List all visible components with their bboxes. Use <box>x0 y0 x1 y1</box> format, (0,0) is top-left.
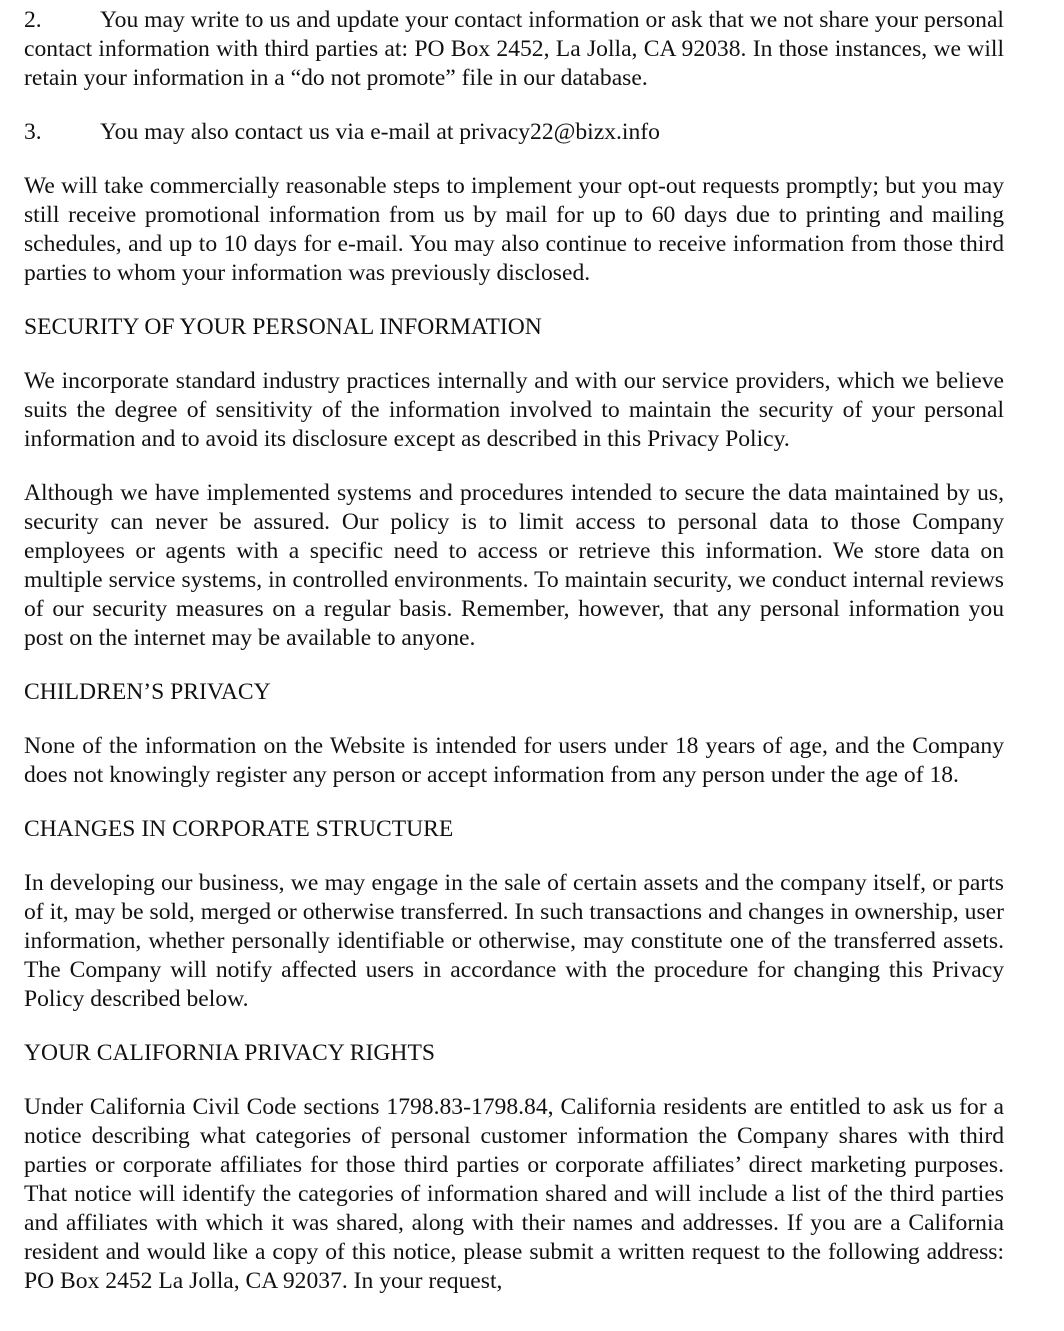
security-paragraph-2: Although we have implemented systems and procedures intended to secure the data maintained by us, security can never be assured. Our policy is to limit access to personal data to those Company employees or agents with a specific need to access or retrieve this information. We store data on multiple service systems, in controlled environments. To maintain security, we conduct internal reviews of our security measures on a regular basis. Remember, however, that any personal information you post on the internet may be available to anyone. <box>24 480 1004 651</box>
section-heading-corporate-structure: CHANGES IN CORPORATE STRUCTURE <box>24 816 454 842</box>
corporate-structure-paragraph: In developing our business, we may engage in the sale of certain assets and the company itself, or parts of it, may be sold, merged or otherwise transferred. In such transactions and changes in ownership, user information, whether personally identifiable or otherwise, may constitute one of the transferred assets. The Company will notify affected users in accordance with the procedure for changing this Privacy Policy described below. <box>24 870 1004 1012</box>
list-text: You may also contact us via e-mail at privacy22@bizx.info <box>100 119 660 145</box>
list-item-2 <box>24 6 1004 93</box>
section-heading-childrens-privacy: CHILDREN’S PRIVACY <box>24 679 271 705</box>
security-paragraph-1: We incorporate standard industry practices internally and with our service providers, which we believe suits the degree of sensitivity of the information involved to maintain the security of your personal information and to avoid its disclosure except as described in this Privacy Policy. <box>24 368 1004 452</box>
list-number: 3. <box>24 119 42 145</box>
childrens-privacy-paragraph: None of the information on the Website is intended for users under 18 years of age, and the Company does not knowingly register any person or accept information from any person under the age of 18. <box>24 733 1004 788</box>
list-text: You may write to us and update your contact information or ask that we not share your personal contact information with third parties at: PO Box 2452, La Jolla, CA 92038. In those instances, we will retain your information in a “do not promote” file in our database. <box>24 7 1004 91</box>
california-rights-paragraph: Under California Civil Code sections 1798.83-1798.84, California residents are entitled to ask us for a notice describing what categories of personal customer information the Company shares with third parties or corporate affiliates for those third parties or corporate affiliates’ direct marketing purposes. That notice will identify the categories of information shared and will include a list of the third parties and affiliates with which it was shared, along with their names and addresses. If you are a California resident and would like a copy of this notice, please submit a written request to the following address: PO Box 2452 La Jolla, CA 92037. In your request, <box>24 1094 1004 1294</box>
list-item-3 <box>24 118 1004 147</box>
document-page <box>24 6 1004 1296</box>
optout-paragraph: We will take commercially reasonable steps to implement your opt-out requests promptly; but you may still receive promotional information from us by mail for up to 60 days due to printing and mailing schedules, and up to 10 days for e-mail. You may also continue to receive information from those third parties to whom your information was previously disclosed. <box>24 173 1004 286</box>
list-number: 2. <box>24 7 42 33</box>
section-heading-california-rights: YOUR CALIFORNIA PRIVACY RIGHTS <box>24 1040 435 1066</box>
section-heading-security: SECURITY OF YOUR PERSONAL INFORMATION <box>24 314 542 340</box>
